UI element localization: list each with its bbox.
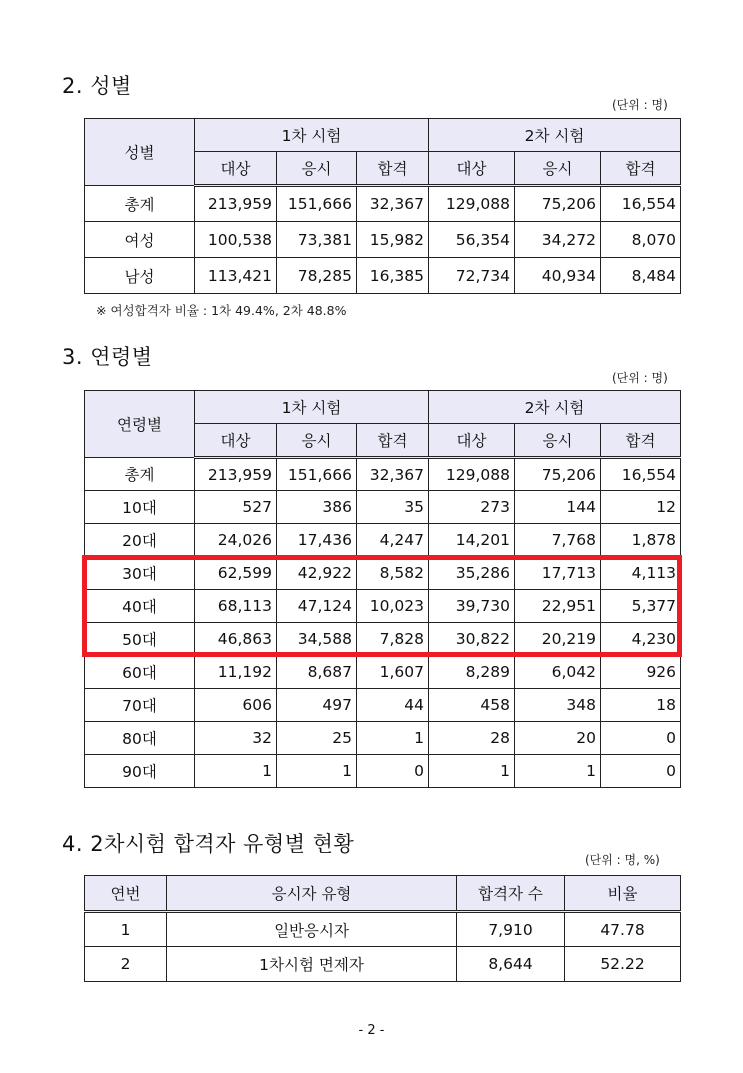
- table-cell: 46,863: [195, 623, 277, 656]
- table-cell: 5,377: [601, 590, 681, 623]
- section-title-age: 3. 연령별: [62, 345, 153, 369]
- row-label: 40대: [85, 590, 195, 623]
- table-cell: 1: [195, 755, 277, 788]
- table-cell: 151,666: [277, 458, 357, 491]
- table-cell: 213,959: [195, 186, 277, 222]
- row-label: 90대: [85, 755, 195, 788]
- unit-label-age: (단위 : 명): [612, 371, 668, 385]
- table-cell: 1: [429, 755, 515, 788]
- table-cell: 16,554: [601, 186, 681, 222]
- table-row: [85, 186, 681, 222]
- col-header: 응시: [277, 152, 357, 186]
- table-cell: 20,219: [515, 623, 601, 656]
- col-header: 응시: [515, 424, 601, 458]
- table-cell: 17,436: [277, 524, 357, 557]
- col-header: 합격: [601, 424, 681, 458]
- table-cell: 35: [357, 491, 429, 524]
- table-cell: 0: [601, 755, 681, 788]
- table-cell: 25: [277, 722, 357, 755]
- table-cell: 32: [195, 722, 277, 755]
- col-header: 대상: [195, 424, 277, 458]
- table-cell: 75,206: [515, 458, 601, 491]
- row-label: 70대: [85, 689, 195, 722]
- exam1-header: 1차 시험: [195, 119, 429, 152]
- table-row: [85, 524, 681, 557]
- col-header: 비율: [565, 876, 681, 912]
- table-cell: 20: [515, 722, 601, 755]
- row-label: 총계: [85, 186, 195, 222]
- table-cell: 35,286: [429, 557, 515, 590]
- col-header: 대상: [429, 152, 515, 186]
- table-cell: 4,113: [601, 557, 681, 590]
- exam2-header: 2차 시험: [429, 391, 681, 424]
- section-title-type: 4. 2차시험 합격자 유형별 현황: [62, 832, 355, 856]
- table-cell: 6,042: [515, 656, 601, 689]
- col-header: 합격: [357, 152, 429, 186]
- row-label: 80대: [85, 722, 195, 755]
- table-cell: 78,285: [277, 258, 357, 294]
- table-cell: 14,201: [429, 524, 515, 557]
- table-cell: 0: [601, 722, 681, 755]
- table-cell: 34,272: [515, 222, 601, 258]
- table-cell: 68,113: [195, 590, 277, 623]
- table-row: [85, 722, 681, 755]
- table-cell: 8,687: [277, 656, 357, 689]
- table-cell: 75,206: [515, 186, 601, 222]
- corner-header: 연령별: [85, 391, 195, 458]
- table-cell: 30,822: [429, 623, 515, 656]
- table-cell: 12: [601, 491, 681, 524]
- row-label: 50대: [85, 623, 195, 656]
- row-label: 10대: [85, 491, 195, 524]
- table-cell: 113,421: [195, 258, 277, 294]
- table-cell: 47.78: [565, 912, 681, 947]
- table-row: [85, 912, 681, 947]
- table-cell: 39,730: [429, 590, 515, 623]
- table-cell: 34,588: [277, 623, 357, 656]
- row-label: 60대: [85, 656, 195, 689]
- table-cell: 44: [357, 689, 429, 722]
- table-cell: 497: [277, 689, 357, 722]
- table-cell: 56,354: [429, 222, 515, 258]
- col-header: 합격: [601, 152, 681, 186]
- col-header: 응시: [515, 152, 601, 186]
- table-cell: 926: [601, 656, 681, 689]
- table-cell: 0: [357, 755, 429, 788]
- unit-label-type: (단위 : 명, %): [585, 853, 660, 867]
- table-cell: 32,367: [357, 186, 429, 222]
- col-header: 대상: [195, 152, 277, 186]
- table-cell: 16,554: [601, 458, 681, 491]
- table-cell: 606: [195, 689, 277, 722]
- table-cell: 47,124: [277, 590, 357, 623]
- corner-header: 성별: [85, 119, 195, 186]
- col-header: 연번: [85, 876, 167, 912]
- table-cell: 1: [85, 912, 167, 947]
- table-row: [85, 755, 681, 788]
- table-cell: 8,289: [429, 656, 515, 689]
- table-cell: 100,538: [195, 222, 277, 258]
- table-cell: 일반응시자: [167, 912, 457, 947]
- table-cell: 62,599: [195, 557, 277, 590]
- table-cell: 24,026: [195, 524, 277, 557]
- table-cell: 1,878: [601, 524, 681, 557]
- table-row: [85, 258, 681, 294]
- table-cell: 527: [195, 491, 277, 524]
- table-row: [85, 222, 681, 258]
- table-cell: 8,070: [601, 222, 681, 258]
- exam1-header: 1차 시험: [195, 391, 429, 424]
- row-label: 여성: [85, 222, 195, 258]
- table-cell: 458: [429, 689, 515, 722]
- col-header: 합격자 수: [457, 876, 565, 912]
- table-cell: 1: [357, 722, 429, 755]
- exam2-header: 2차 시험: [429, 119, 681, 152]
- table-cell: 129,088: [429, 458, 515, 491]
- table-row: [85, 458, 681, 491]
- table-cell: 213,959: [195, 458, 277, 491]
- table-cell: 17,713: [515, 557, 601, 590]
- col-header: 대상: [429, 424, 515, 458]
- table-cell: 40,934: [515, 258, 601, 294]
- unit-label-gender: (단위 : 명): [612, 98, 668, 112]
- table-cell: 10,023: [357, 590, 429, 623]
- table-row: [85, 491, 681, 524]
- table-cell: 1: [515, 755, 601, 788]
- col-header: 합격: [357, 424, 429, 458]
- table-cell: 42,922: [277, 557, 357, 590]
- row-label: 20대: [85, 524, 195, 557]
- table-cell: 15,982: [357, 222, 429, 258]
- row-label: 남성: [85, 258, 195, 294]
- table-cell: 11,192: [195, 656, 277, 689]
- table-cell: 7,828: [357, 623, 429, 656]
- table-cell: 151,666: [277, 186, 357, 222]
- table-cell: 22,951: [515, 590, 601, 623]
- table-cell: 386: [277, 491, 357, 524]
- page-number: - 2 -: [358, 1023, 385, 1038]
- table-cell: 72,734: [429, 258, 515, 294]
- highlight-box: [82, 555, 682, 657]
- table-row: [85, 656, 681, 689]
- table-cell: 32,367: [357, 458, 429, 491]
- table-cell: 1,607: [357, 656, 429, 689]
- col-header: 응시: [277, 424, 357, 458]
- table-cell: 2: [85, 947, 167, 982]
- row-label: 총계: [85, 458, 195, 491]
- table-cell: 28: [429, 722, 515, 755]
- table-cell: 7,768: [515, 524, 601, 557]
- table-cell: 8,582: [357, 557, 429, 590]
- table-cell: 273: [429, 491, 515, 524]
- gender-table: [84, 118, 681, 294]
- table-row: [85, 689, 681, 722]
- table-cell: 7,910: [457, 912, 565, 947]
- table-cell: 73,381: [277, 222, 357, 258]
- table-cell: 348: [515, 689, 601, 722]
- table-cell: 8,484: [601, 258, 681, 294]
- table-cell: 4,230: [601, 623, 681, 656]
- table-cell: 18: [601, 689, 681, 722]
- table-cell: 4,247: [357, 524, 429, 557]
- col-header: 응시자 유형: [167, 876, 457, 912]
- section-title-gender: 2. 성별: [62, 74, 132, 98]
- female-ratio-note: ※ 여성합격자 비율 : 1차 49.4%, 2차 48.8%: [96, 303, 347, 318]
- table-cell: 16,385: [357, 258, 429, 294]
- table-cell: 8,644: [457, 947, 565, 982]
- row-label: 30대: [85, 557, 195, 590]
- table-cell: 1차시험 면제자: [167, 947, 457, 982]
- table-cell: 52.22: [565, 947, 681, 982]
- table-row: [85, 947, 681, 982]
- table-cell: 1: [277, 755, 357, 788]
- type-table: [84, 875, 681, 982]
- table-cell: 129,088: [429, 186, 515, 222]
- table-cell: 144: [515, 491, 601, 524]
